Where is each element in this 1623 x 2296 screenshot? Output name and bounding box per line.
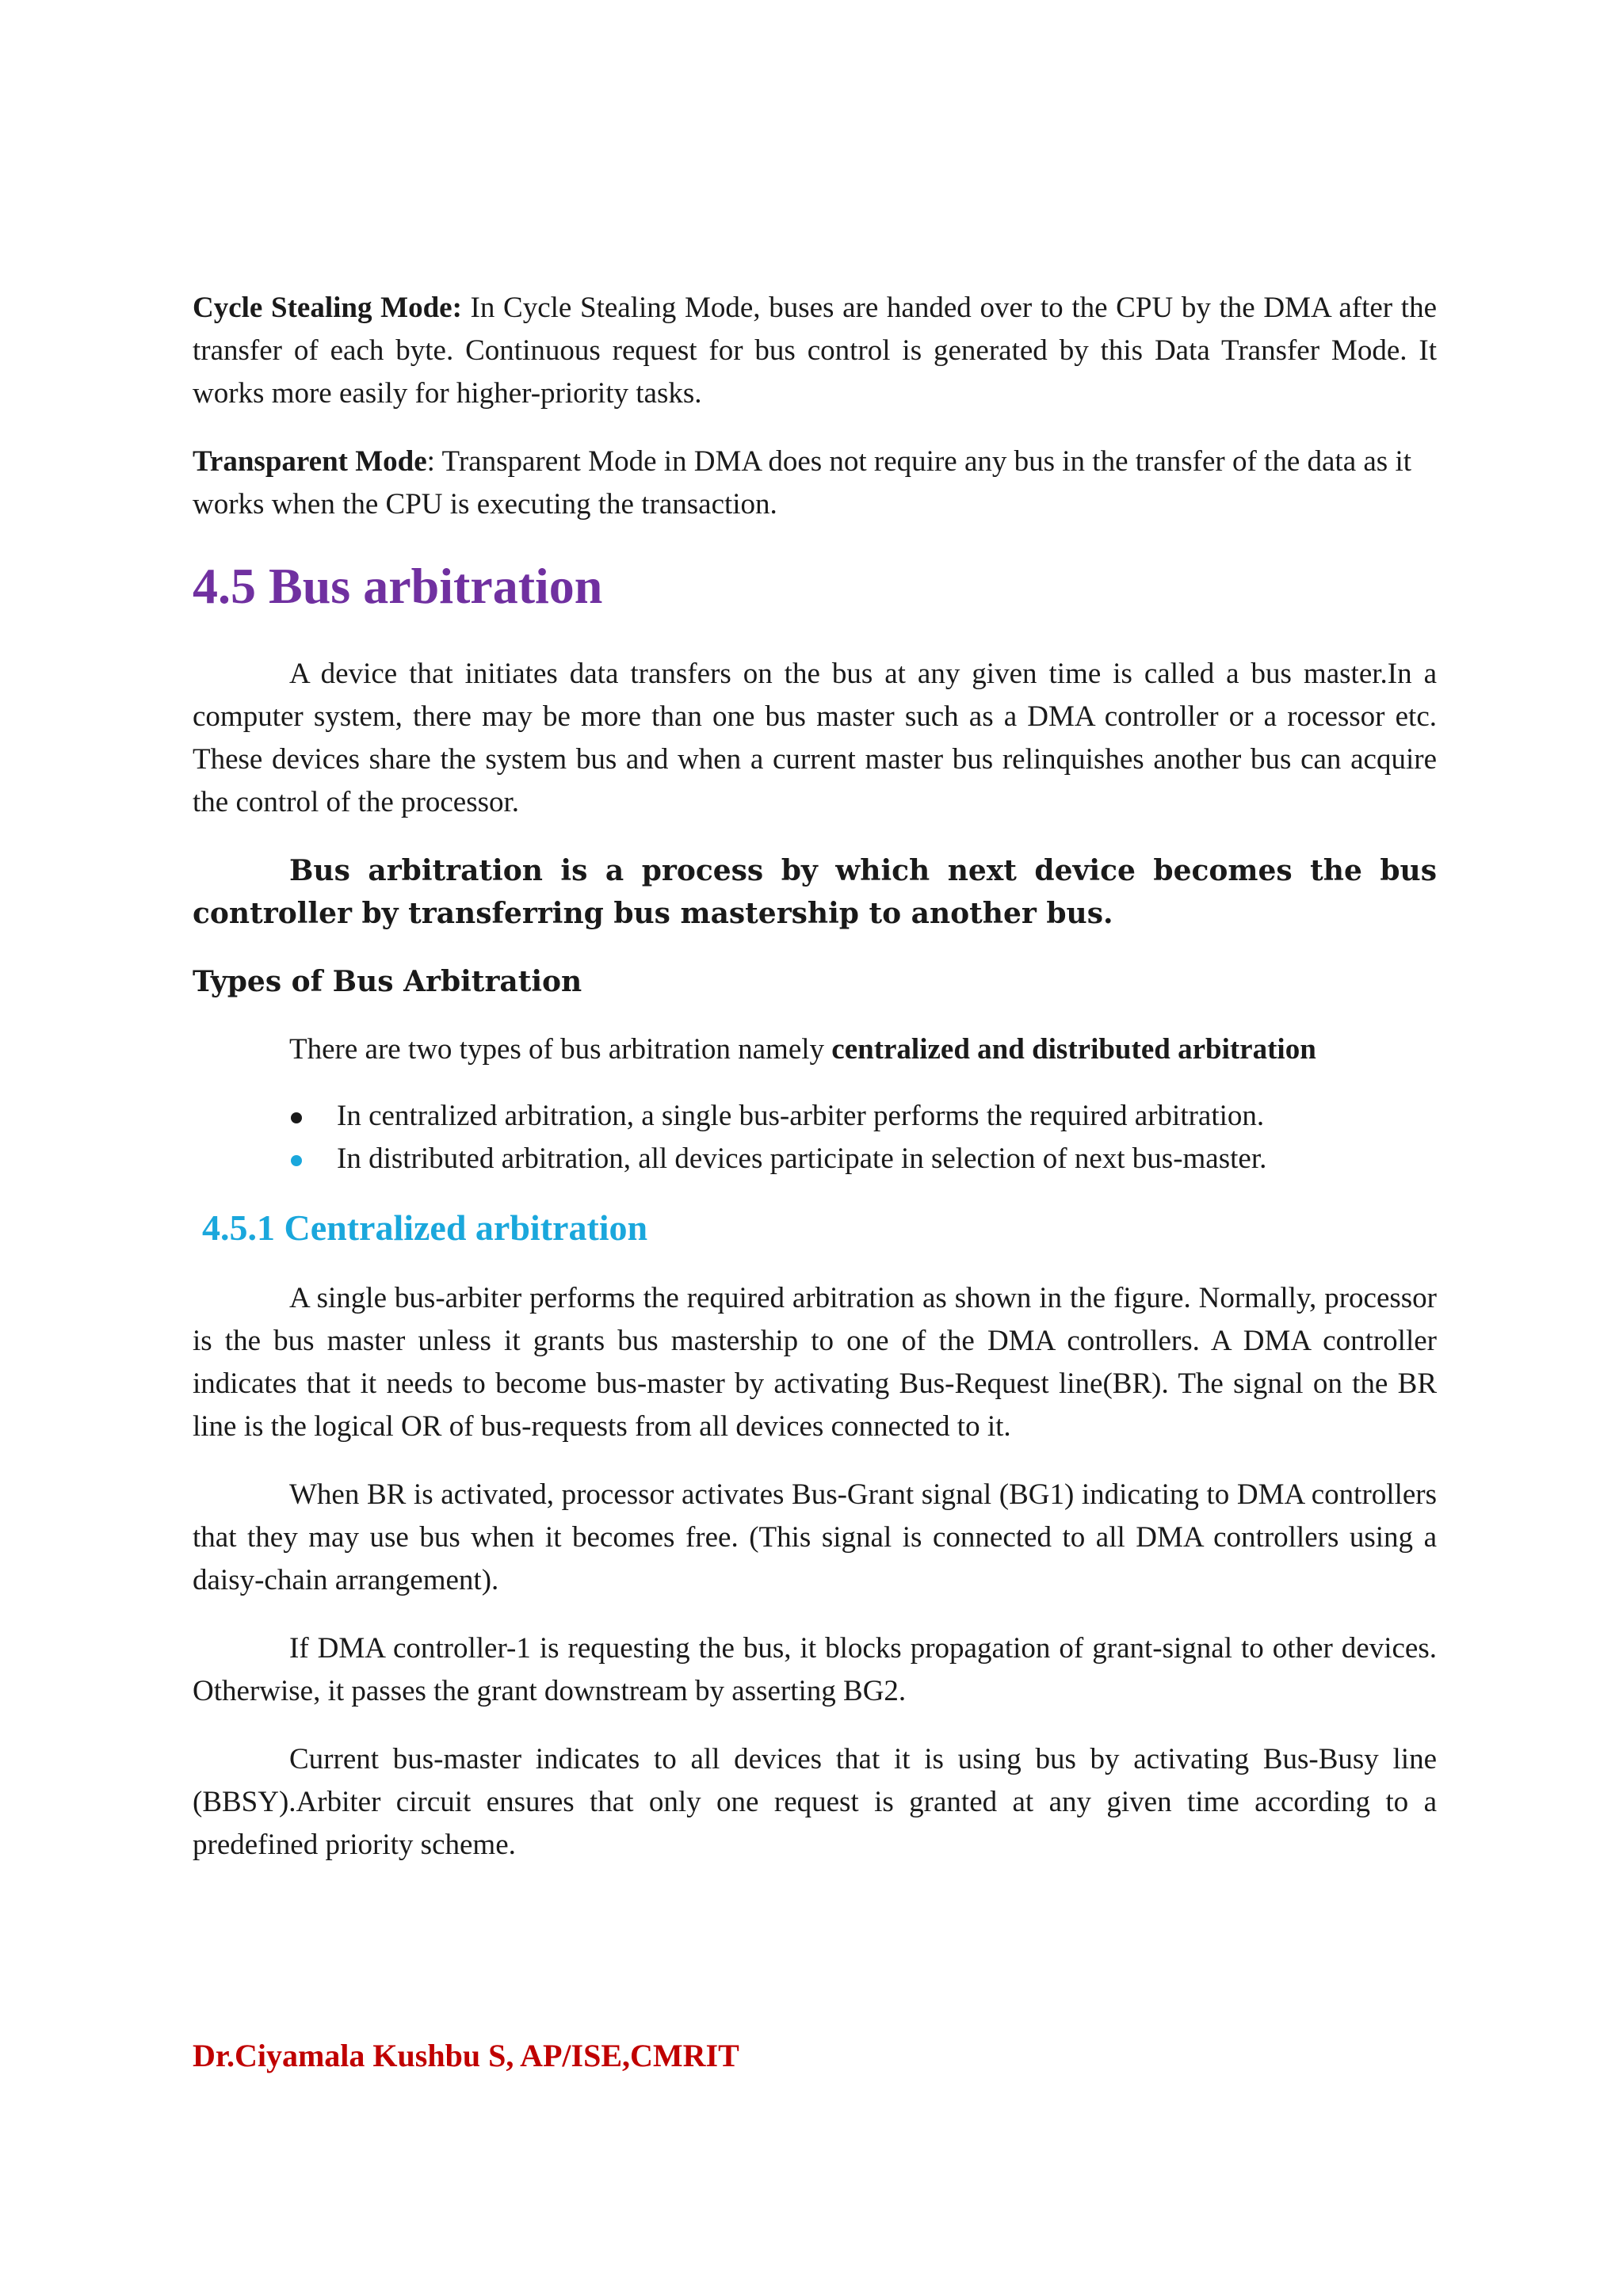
arbitration-types-list bbox=[193, 1095, 1437, 1180]
types-heading: Types of Bus Arbitration bbox=[193, 965, 582, 998]
subsection-heading: 4.5.1 Centralized arbitration bbox=[202, 1207, 648, 1248]
centralized-paragraph-3: If DMA controller-1 is requesting the bus, it blocks propagation of grant-signal to other devices. Otherwise, it passes the grant downstream by asserting BG2. bbox=[193, 1632, 1437, 1707]
bus-arbitration-definition: Bus arbitration is a process by which next device becomes the bus controller by transferring bus mastership to another bus. bbox=[193, 854, 1437, 930]
centralized-paragraph-2: When BR is activated, processor activates Bus-Grant signal (BG1) indicating to DMA controllers that they may use bus when it becomes free. (This signal is connected to all DMA controllers using a daisy-chain arrangement). bbox=[193, 1478, 1437, 1596]
page-footer-author: Dr.Ciyamala Kushbu S, AP/ISE,CMRIT bbox=[193, 2038, 739, 2073]
list-item bbox=[289, 1095, 1437, 1138]
types-intro-text: There are two types of bus arbitration namely bbox=[289, 1033, 832, 1066]
centralized-paragraph-1: A single bus-arbiter performs the required arbitration as shown in the figure. Normally, processor is the bus master unless it grants bus mastership to one of the DMA controllers. A DMA controller indicates that it needs to become bus-master by activating Bus-Request line(BR). The signal on the BR line is the logical OR of bus-requests from all devices connected to it. bbox=[193, 1282, 1437, 1443]
list-item-text: In centralized arbitration, a single bus-arbiter performs the required arbitration. bbox=[337, 1100, 1265, 1132]
bus-master-paragraph: A device that initiates data transfers on the bus at any given time is called a bus master.In a computer system, there may be more than one bus master such as a DMA controller or a rocessor etc. These devices share the system bus and when a current master bus relinquishes another bus can acquire the control of the processor. bbox=[193, 658, 1437, 818]
types-intro-bold: centralized and distributed arbitration bbox=[831, 1033, 1316, 1066]
cycle-stealing-paragraph bbox=[193, 287, 1437, 415]
cycle-stealing-label: Cycle Stealing Mode: bbox=[193, 292, 462, 324]
bullet-dot-icon bbox=[291, 1112, 302, 1123]
centralized-paragraph-4: Current bus-master indicates to all devices that it is using bus by activating Bus-Busy line (BBSY).Arbiter circuit ensures that only one request is granted at any given time according to a predefined priority scheme. bbox=[193, 1743, 1437, 1861]
transparent-mode-label: Transparent Mode bbox=[193, 445, 427, 478]
transparent-mode-text: : Transparent Mode in DMA does not require any bus in the transfer of the data as it works when the CPU is executing the transaction. bbox=[193, 445, 1412, 521]
types-intro-paragraph bbox=[193, 1028, 1437, 1071]
list-item-text: In distributed arbitration, all devices participate in selection of next bus-master. bbox=[337, 1142, 1267, 1175]
transparent-mode-paragraph bbox=[193, 441, 1437, 526]
cycle-stealing-text: In Cycle Stealing Mode, buses are handed over to the CPU by the DMA after the transfer of each byte. Continuous request for bus control is generated by this Data Transfer Mode. It works more easily for higher-priority tasks. bbox=[193, 292, 1437, 410]
document-page bbox=[193, 287, 1437, 1867]
list-item bbox=[289, 1138, 1437, 1180]
section-heading: 4.5 Bus arbitration bbox=[193, 558, 603, 614]
bullet-dot-icon bbox=[291, 1155, 302, 1166]
